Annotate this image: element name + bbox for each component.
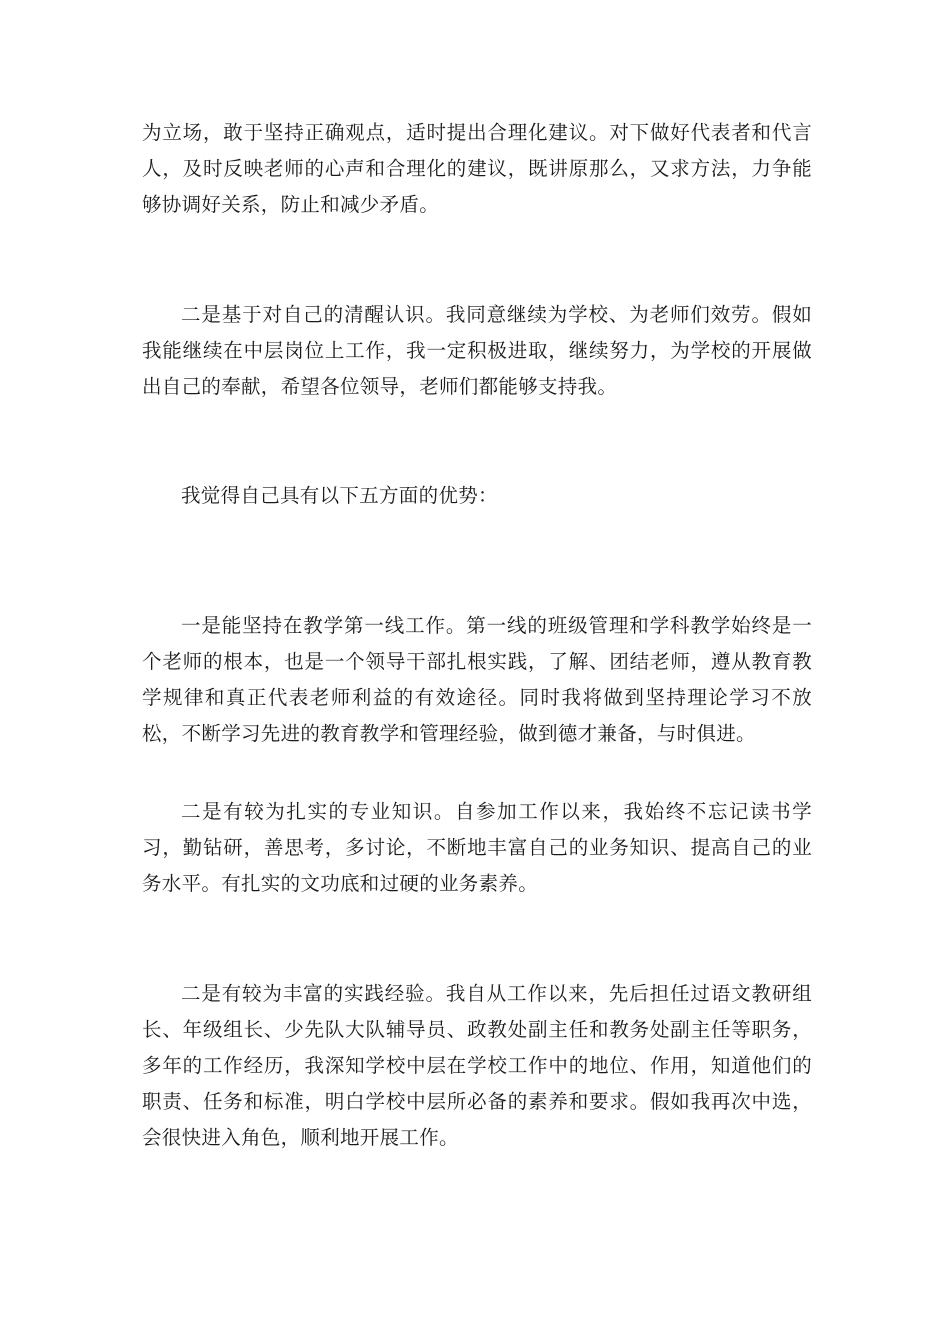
paragraph-advantages-intro: 我觉得自己具有以下五方面的优势： bbox=[181, 484, 498, 507]
paragraph-practical-experience: 二是有较为丰富的实践经验。我自从工作以来，先后担任过语文教研组长、年级组长、少先队大队辅导员、政教处副主任和教务处副主任等职务，多年的工作经历，我深知学校中层在学校工作中的地位、作用，知道他们的职责、任务和标准，明白学校中层所必备的素养和要求。假如我再次中选，会很快进入角色，顺利地开展工作。 bbox=[142, 982, 812, 1149]
paragraph-teaching-frontline: 一是能坚持在教学第一线工作。第一线的班级管理和学科教学始终是一个老师的根本，也是一个领导干部扎根实践，了解、团结老师，遵从教育教学规律和真正代表老师利益的有效途径。同时我将做到坚持理论学习不放松，不断学习先进的教育教学和管理经验，做到德才兼备，与时俱进。 bbox=[142, 614, 812, 745]
paragraph-self-awareness: 二是基于对自己的清醒认识。我同意继续为学校、为老师们效劳。假如我能继续在中层岗位上工作，我一定积极进取，继续努力，为学校的开展做出自己的奉献，希望各位领导，老师们都能够支持我。 bbox=[142, 303, 812, 398]
paragraph-continuation: 为立场，敢于坚持正确观点，适时提出合理化建议。对下做好代表者和代言人，及时反映老师的心声和合理化的建议，既讲原那么，又求方法，力争能够协调好关系，防止和减少矛盾。 bbox=[142, 121, 812, 216]
paragraph-professional-knowledge: 二是有较为扎实的专业知识。自参加工作以来，我始终不忘记读书学习，勤钻研，善思考，多讨论，不断地丰富自己的业务知识、提高自己的业务水平。有扎实的文功底和过硬的业务素养。 bbox=[142, 800, 812, 895]
